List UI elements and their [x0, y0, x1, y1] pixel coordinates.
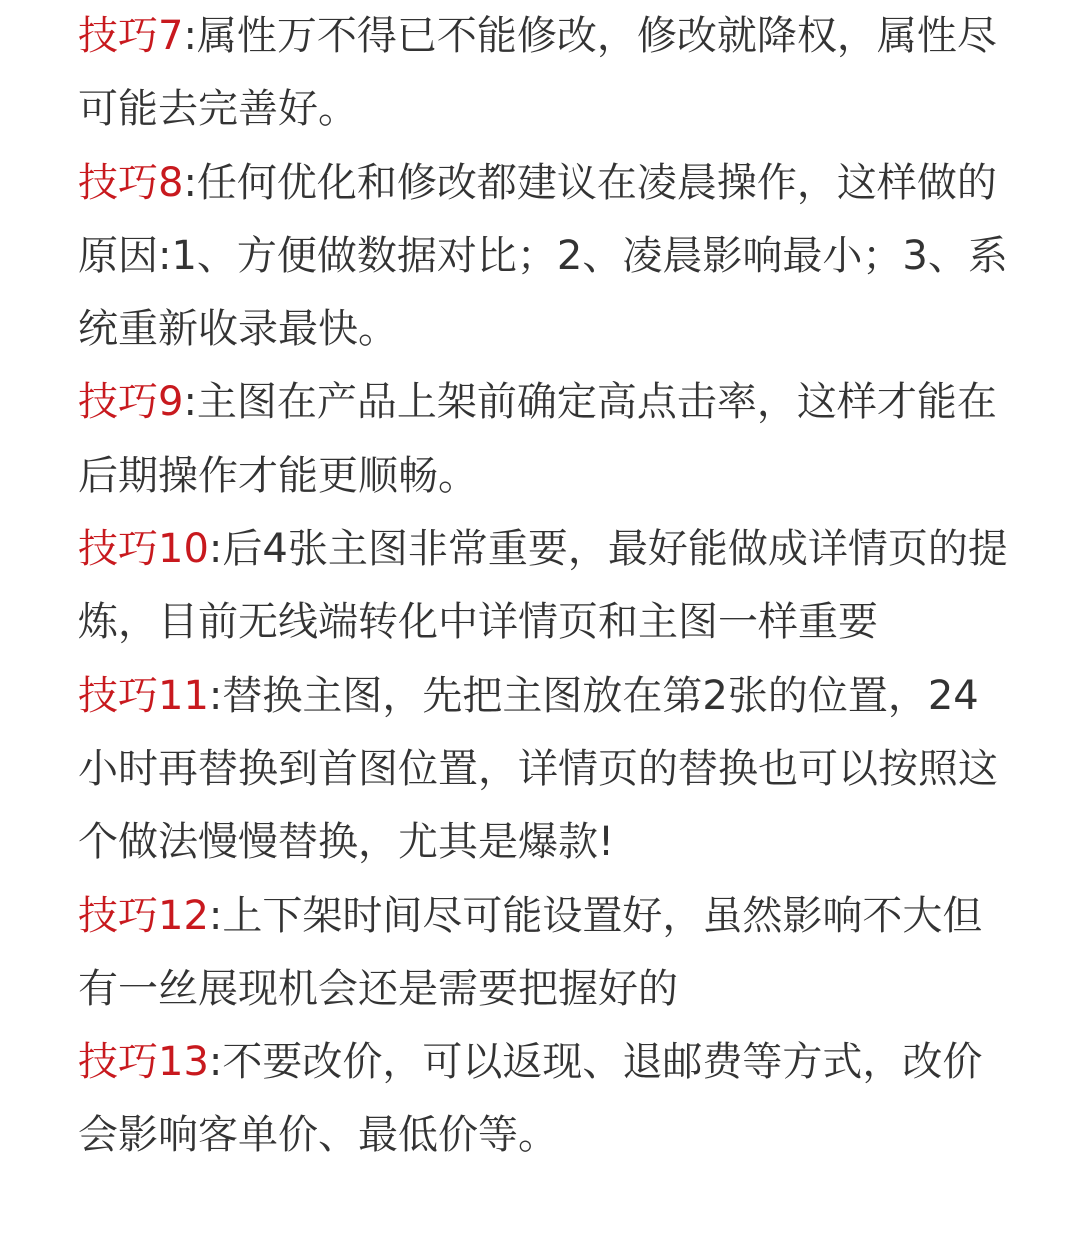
tip-label: 技巧10	[78, 526, 209, 573]
tip-12	[78, 880, 1018, 1027]
tip-label: 技巧11	[78, 672, 209, 719]
tip-7	[78, 0, 1018, 147]
tip-8	[78, 147, 1018, 367]
tip-9	[78, 366, 1018, 513]
tip-text: :主图在产品上架前确定高点击率，这样才能在后期操作才能更顺畅。	[78, 379, 997, 499]
tip-11	[78, 660, 1018, 880]
tips-document	[78, 0, 1018, 1173]
tip-text: :上下架时间尽可能设置好，虽然影响不大但有一丝展现机会还是需要把握好的	[78, 892, 983, 1012]
tip-label: 技巧13	[78, 1039, 209, 1086]
tip-label: 技巧7	[78, 13, 184, 59]
tip-text: :任何优化和修改都建议在凌晨操作，这样做的原因:1、方便做数据对比；2、凌晨影响最小；3、系统重新收录最快。	[78, 159, 1008, 353]
tip-text: :不要改价，可以返现、退邮费等方式，改价会影响客单价、最低价等。	[78, 1039, 983, 1159]
tip-13	[78, 1026, 1018, 1173]
tip-label: 技巧8	[78, 159, 184, 206]
tip-text: :替换主图，先把主图放在第2张的位置，24小时再替换到首图位置，详情页的替换也可以按照这个做法慢慢替换，尤其是爆款!	[78, 672, 998, 866]
tip-label: 技巧12	[78, 892, 209, 939]
tip-text: :后4张主图非常重要，最好能做成详情页的提炼，目前无线端转化中详情页和主图一样重要	[78, 526, 1008, 646]
tip-text: :属性万不得已不能修改，修改就降权，属性尽可能去完善好。	[78, 13, 997, 133]
tip-label: 技巧9	[78, 379, 184, 426]
tip-10	[78, 513, 1018, 660]
